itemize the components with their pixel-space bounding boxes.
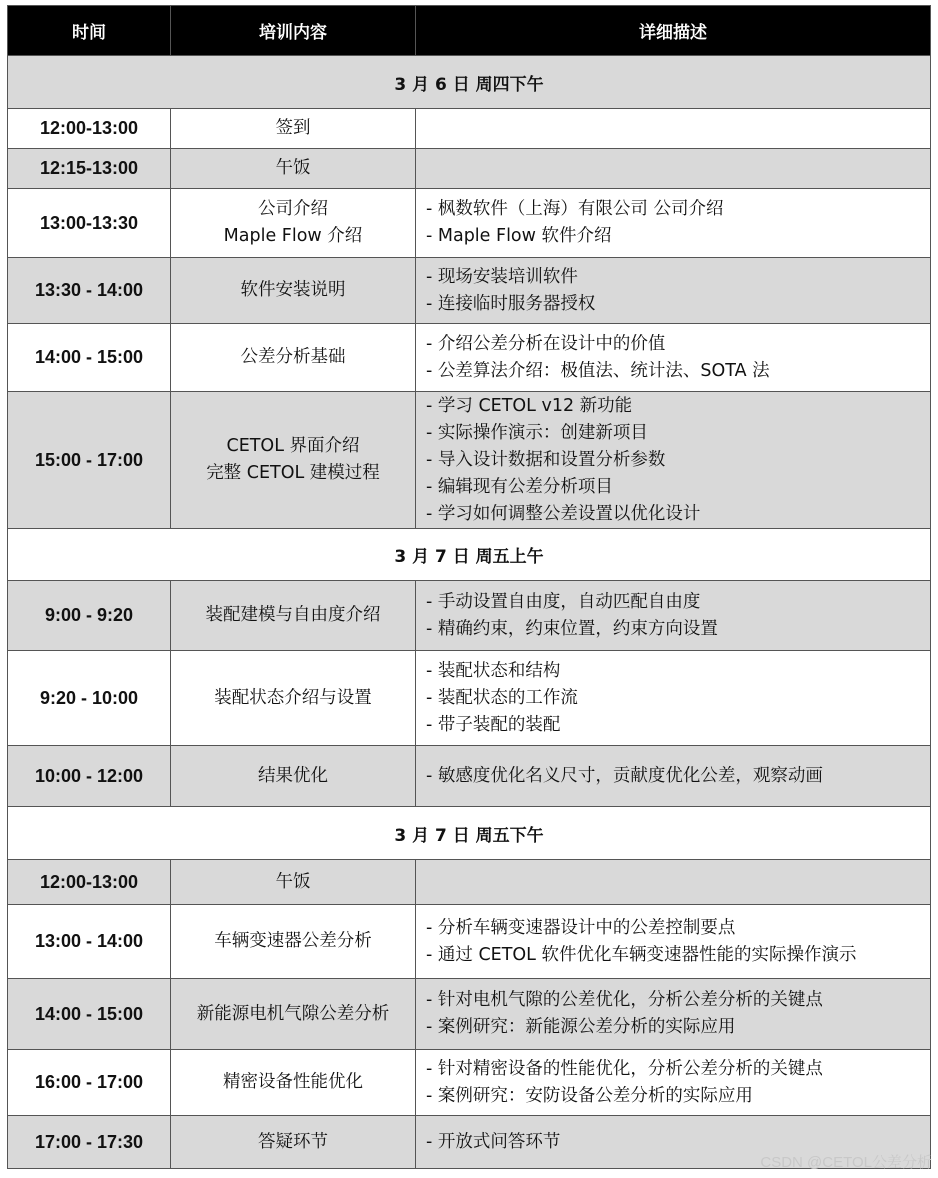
day-heading: 3 月 6 日 周四下午: [8, 56, 931, 109]
row-detail: [416, 860, 931, 905]
row-time: 13:00-13:30: [8, 189, 171, 258]
table-row: [8, 746, 931, 807]
day-heading-row: [8, 529, 931, 581]
row-detail: - 现场安装培训软件 - 连接临时服务器授权: [416, 258, 931, 324]
row-detail: - 针对精密设备的性能优化，分析公差分析的关键点 - 案例研究：安防设备公差分析的实际应用: [416, 1050, 931, 1116]
table-row: [8, 324, 931, 392]
row-time: 12:15-13:00: [8, 149, 171, 189]
header-time: 时间: [8, 6, 171, 56]
row-time: 17:00 - 17:30: [8, 1116, 171, 1169]
day-heading-row: [8, 56, 931, 109]
table-row: [8, 149, 931, 189]
row-detail: [416, 149, 931, 189]
table-row: [8, 651, 931, 746]
row-time: 9:00 - 9:20: [8, 581, 171, 651]
row-detail: - 敏感度优化名义尺寸，贡献度优化公差，观察动画: [416, 746, 931, 807]
table-row: [8, 860, 931, 905]
table-row: [8, 189, 931, 258]
row-time: 12:00-13:00: [8, 109, 171, 149]
row-content: 装配建模与自由度介绍: [171, 581, 416, 651]
row-time: 13:30 - 14:00: [8, 258, 171, 324]
row-content: 新能源电机气隙公差分析: [171, 979, 416, 1050]
row-content: CETOL 界面介绍 完整 CETOL 建模过程: [171, 392, 416, 529]
header-content: 培训内容: [171, 6, 416, 56]
row-content: 午饭: [171, 860, 416, 905]
row-detail: - 枫数软件（上海）有限公司 公司介绍 - Maple Flow 软件介绍: [416, 189, 931, 258]
row-content: 结果优化: [171, 746, 416, 807]
table-row: [8, 979, 931, 1050]
table-row: [8, 1050, 931, 1116]
row-detail: - 分析车辆变速器设计中的公差控制要点 - 通过 CETOL 软件优化车辆变速器性能的实际操作演示: [416, 905, 931, 979]
table-row: [8, 581, 931, 651]
row-time: 9:20 - 10:00: [8, 651, 171, 746]
row-content: 签到: [171, 109, 416, 149]
row-content: 午饭: [171, 149, 416, 189]
row-detail: [416, 109, 931, 149]
row-content: 装配状态介绍与设置: [171, 651, 416, 746]
row-time: 13:00 - 14:00: [8, 905, 171, 979]
table-row: [8, 905, 931, 979]
row-content: 公差分析基础: [171, 324, 416, 392]
row-time: 10:00 - 12:00: [8, 746, 171, 807]
day-heading: 3 月 7 日 周五下午: [8, 807, 931, 860]
row-content: 软件安装说明: [171, 258, 416, 324]
table-row: [8, 392, 931, 529]
table-row: [8, 109, 931, 149]
row-time: 16:00 - 17:00: [8, 1050, 171, 1116]
schedule-table: [7, 5, 931, 1169]
row-content: 精密设备性能优化: [171, 1050, 416, 1116]
row-time: 14:00 - 15:00: [8, 324, 171, 392]
row-detail: - 手动设置自由度，自动匹配自由度 - 精确约束，约束位置，约束方向设置: [416, 581, 931, 651]
table-row: [8, 258, 931, 324]
row-detail: - 装配状态和结构 - 装配状态的工作流 - 带子装配的装配: [416, 651, 931, 746]
row-time: 15:00 - 17:00: [8, 392, 171, 529]
header-row: [8, 6, 931, 56]
row-time: 12:00-13:00: [8, 860, 171, 905]
row-detail: - 介绍公差分析在设计中的价值 - 公差算法介绍：极值法、统计法、SOTA 法: [416, 324, 931, 392]
row-detail: - 开放式问答环节: [416, 1116, 931, 1169]
row-time: 14:00 - 15:00: [8, 979, 171, 1050]
row-content: 答疑环节: [171, 1116, 416, 1169]
header-detail: 详细描述: [416, 6, 931, 56]
watermark: CSDN @CETOL公差分析: [760, 1154, 932, 1171]
row-content: 车辆变速器公差分析: [171, 905, 416, 979]
day-heading-row: [8, 807, 931, 860]
row-content: 公司介绍 Maple Flow 介绍: [171, 189, 416, 258]
row-detail: - 学习 CETOL v12 新功能 - 实际操作演示：创建新项目 - 导入设计数据和设置分析参数 - 编辑现有公差分析项目 - 学习如何调整公差设置以优化设计: [416, 392, 931, 529]
row-detail: - 针对电机气隙的公差优化，分析公差分析的关键点 - 案例研究：新能源公差分析的实际应用: [416, 979, 931, 1050]
day-heading: 3 月 7 日 周五上午: [8, 529, 931, 581]
